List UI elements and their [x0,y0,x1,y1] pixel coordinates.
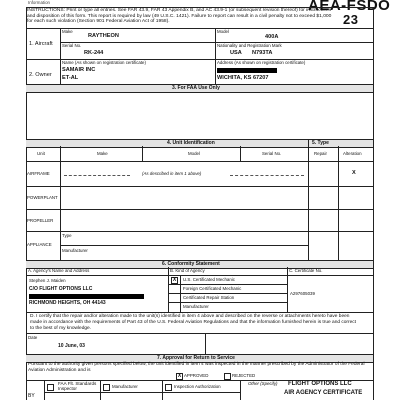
agency-city: RICHMOND HEIGHTS, OH 44143 [29,300,106,306]
appliance-type-label: Type [62,233,72,238]
rejected-label: REJECTED [232,373,256,378]
redacted-agency-address [29,294,144,299]
fsdo-stamp-number: 23 [343,12,359,27]
other-line1: FLIGHT OPTIONS LLC [288,381,352,387]
approved-checkbox[interactable]: X [177,373,182,379]
owner-section-label: 2. Owner [29,72,52,78]
by-label: BY [28,393,35,399]
conformity-statement: D. I certify that the repair and/or alteration made to the unit(s) identified in item 4 above and described on the reverse or attachments hereto have been made in accordance with the requirements of Part 43 of the U.S. Federal Aviation Regulations and that the information furnished herein is true and correct to the best of my knowledge. [30,314,357,331]
col-model: Model [188,151,200,156]
col-make: Make [97,151,108,156]
agency-line2: C/O FLIGHT OPTIONS LLC [29,286,93,292]
kind-manufacturer-label: Manufacturer [183,304,209,309]
aircraft-registration: N793TA [252,50,273,56]
col-repair: Repair [314,151,327,156]
owner-address-label: Address (As shown on registration certificate) [217,60,306,65]
row-airframe: AIRFRAME [27,171,50,176]
fsdo-stamp: AEA-FSDO [308,0,391,14]
row-appliance: APPLIANCE [27,242,52,247]
instructions-label: Information [28,0,50,5]
col-unit: Unit [37,151,45,156]
kind-us-cert-checkbox[interactable]: X [172,277,177,283]
approved-label: APPROVED [184,373,209,378]
inspection-auth-label: Inspection Authorization [174,384,221,389]
approval-title: 7. Approval for Return to Service [157,354,235,361]
kind-foreign-label: Foreign Certificated Mechanic [183,286,242,291]
other-line2: AIR AGENCY CERTIFICATE [284,390,363,396]
owner-name-line2: ET-AL [62,75,79,81]
owner-city-state-zip: WICHITA, KS 67207 [217,75,269,81]
owner-name-line1: SAMAIR INC [62,67,96,73]
other-label: Other (Specify) [248,381,278,386]
approval-statement: Pursuant to the authority given persons specified below, the unit identified in item 4 was inspected in the manner prescribed by the Administrator of the Federal Aviation Administration and is [28,362,365,373]
make-label: Make [62,29,73,34]
col-alteration: Alteration [343,151,362,156]
unit-id-title: 4. Unit Identification [167,139,215,146]
col-serial: Serial No. [262,151,282,156]
agency-label: A. Agency's Name and Address [28,268,90,273]
aircraft-serial: RK-244 [84,50,104,56]
approval-manufacturer-label: Manufacturer [112,384,138,389]
airframe-description: (As described in item 1 above) [142,171,202,176]
kind-label: B. Kind of Agency [170,268,205,273]
row-propeller: PROPELLER [27,218,54,223]
type-title: 5. Type [312,139,329,146]
instructions-text: INSTRUCTIONS: Print or type all entries. See FAR 43.9, FAR 43 Appendix B, and AC 43.9-1 (or subsequent revision thereof) for instructions and disposition of this form. This report is required by law (49 U.S.C. 1421). Failure to report can result in a civil penalty not to exceed $1,000 for each such violation (Section 901 Federal Aviation Act of 1958). [27,8,332,25]
aircraft-section-label: 1. Aircraft [29,41,53,47]
row-powerplant: POWERPLANT [27,195,58,200]
aircraft-model: 400A [265,34,279,40]
agency-name: Stephen J. Maiden [29,278,66,283]
faa-fit-label: FAA Flt. Standards Inspector [58,381,97,392]
cert-label: C. Certificate No. [289,268,323,273]
faa-use-title: 3. For FAA Use Only [172,84,220,91]
faa-fit-checkbox[interactable] [47,384,54,391]
conformity-title: 6. Conformity Statement [162,260,220,267]
conformity-date: 10 June, 03 [58,343,85,349]
airframe-alteration-mark: X [352,170,356,176]
manufacturer-checkbox[interactable] [103,384,110,391]
kind-repair-station-label: Certificated Repair Station [183,295,235,300]
redacted-address [217,68,277,73]
inspection-auth-checkbox[interactable] [165,384,172,391]
cert-number: A297605039 [290,291,315,296]
aircraft-make: RAYTHEON [88,33,119,39]
owner-name-label: Name (As shown on registration certificate) [62,60,146,65]
model-label: Model [217,29,229,34]
aircraft-nationality: USA [230,50,242,56]
appliance-manufacturer-label: Manufacturer [62,248,88,253]
kind-us-cert-label: U.S. Certificated Mechanic [183,277,235,282]
rejected-checkbox[interactable] [224,373,231,380]
nationality-label: Nationality and Registration Mark [217,43,282,48]
date-label: Date [28,335,38,340]
serial-label: Serial No. [62,43,82,48]
